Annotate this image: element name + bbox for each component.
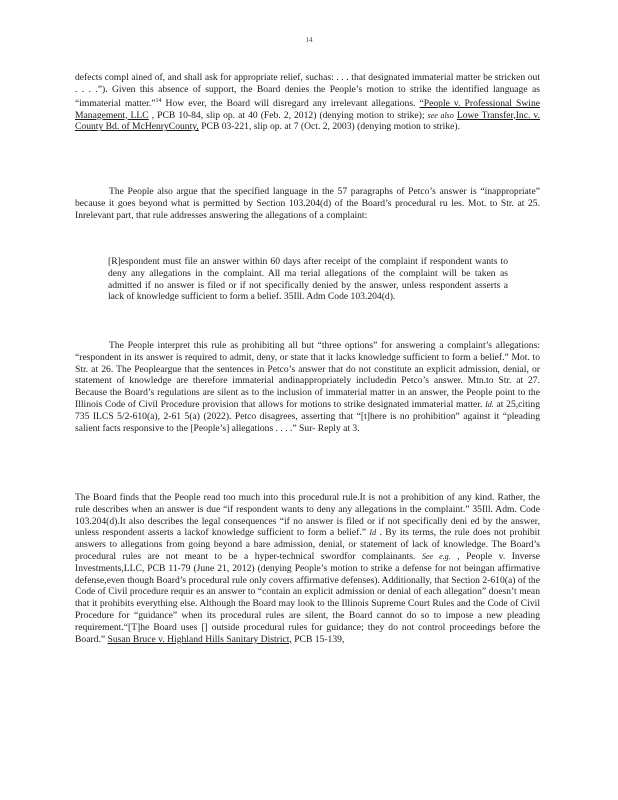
block-quote: [108, 256, 508, 303]
p4-text-a: The Board finds that the People read too much into this procedural rule.It is not a prohibition of any kind. Rather, the rule describes when an answer is due “if respondent wants to deny any allegations in the complaint.” 35Ill. Adm. Code 103.204(d).It also describes the legal consequences “if no answer is filed or if not specifically deni ed by the answer, unless respondent asserts a lackof knowledge sufficient to form a belief.”: [75, 492, 540, 539]
p1-text-b: How ever, the Board will disregard any irrelevant allegations.: [161, 97, 420, 109]
p1-text-c: , PCB 10-84, slip op. at 40 (Feb. 2, 2012) (denying motion to strike);: [148, 109, 428, 121]
signal-see-also: see also: [427, 110, 454, 120]
signal-see-eg: See e.g.: [421, 551, 451, 561]
footnote-ref: 14: [155, 97, 162, 104]
paragraph-1: [75, 72, 540, 133]
signal-id-2: Id: [369, 528, 377, 538]
citation-swine-management: “People v. Professional Swine Management, LLC: [75, 97, 540, 121]
page-number: 14: [305, 36, 313, 44]
p4-text-c: , People v. Inverse Investments,LLC, PCB 11-79 (June 21, 2012) (denying People’s motion to strike a defense for not beingan affirmative defense,even though Board’s procedural rule only covers affirmative defenses). Additionally, that Section 2-610(a) of the Code of Civil procedure requir es an answer to “contain an explicit admission or denial of each allegation” doesn’t mean that it prohibits everything else. Although the Board may look to the Illinois Supreme Court Rules and the Code of Civil Procedure for “guidance” when its procedural rules are silent, the Board cannot do so to impose a new pleading requirement.“[T]he Board uses [] outside procedural rules for guidance; they do not control proceedings before the Board.”: [75, 550, 540, 645]
p3-text-a: The People interpret this rule as prohibiting all but “three options” for answering a complaint’s allegations: “respondent in its answer is required to admit, deny, or state that it lacks knowledge sufficient to form a belief.” Mot. to Str. at 26. The Peopleargue that the sentences in Petco’s answer that do not constitute an explicit admission, denial, or statement of knowledge are therefore immaterial andinappropriately includedin Petco’s answer. Mtn.to Str. at 27. Because the Board’s regulations are silent as to the inclusion of immaterial matter in an answer, the People point to the Illinois Code of Civil Procedure provision that allows for motions to strike designated immaterial matter.: [75, 340, 540, 410]
paragraph-2: [75, 186, 540, 221]
p1-text-e: PCB 03-221, slip op. at 7 (Oct. 2, 2003) (denying motion to strike).: [198, 121, 460, 133]
paragraph-3: [75, 340, 540, 434]
citation-bruce-highland-hills: Susan Bruce v. Highland Hills Sanitary District,: [107, 633, 292, 645]
paragraph-4: [75, 492, 540, 645]
p4-text-d: PCB 15-139,: [291, 633, 345, 645]
p1-text-a: defects compl ained of, and shall ask for appropriate relief, suchas: . . . that designated immaterial matter be stricken out . . . .”). Given this absence of support, the Board denies the People’s motion to strike the identified language as “immaterial matter.”: [75, 72, 540, 109]
p2-text: The People also argue that the specified language in the 57 paragraphs of Petco’s answer is “inappropriate” because it goes beyond what is permitted by Section 103.204(d) of the Board’s procedural ru les. Mot. to Str. at 25. Inrelevant part, that rule addresses answering the allegations of a complaint:: [75, 186, 540, 221]
quote-text: [R]espondent must file an answer within 60 days after receipt of the complaint if respondent wants to deny any allegations in the complaint. All ma terial allegations of the complaint will be taken as admitted if no answer is filed or if not specifically denied by the answer, unless respondent asserts a lack of knowledge sufficient to form a belief. 35Ill. Adm Code 103.204(d).: [108, 256, 508, 303]
citation-lowe-transfer: Lowe Transfer,Inc. v. County Bd. of McHenryCounty,: [75, 109, 541, 133]
p3-text-b: at 25,citing 735 ILCS 5/2-610(a), 2-61 5(a) (2022). Petco disagrees, asserting that “[t]here is no prohibition” against it “pleading salient facts responsive to the [People’s] allegations . . . .” Sur- Reply at 3.: [75, 398, 541, 434]
p4-text-b: . By its terms, the rule does not prohibit answers to allegations from going beyond a bare admission, denial, or statement of lack of knowledge. The Board’s procedural rules are not meant to be a hyper-technical swordfor complainants.: [75, 527, 540, 562]
signal-id: Id.: [485, 399, 494, 409]
